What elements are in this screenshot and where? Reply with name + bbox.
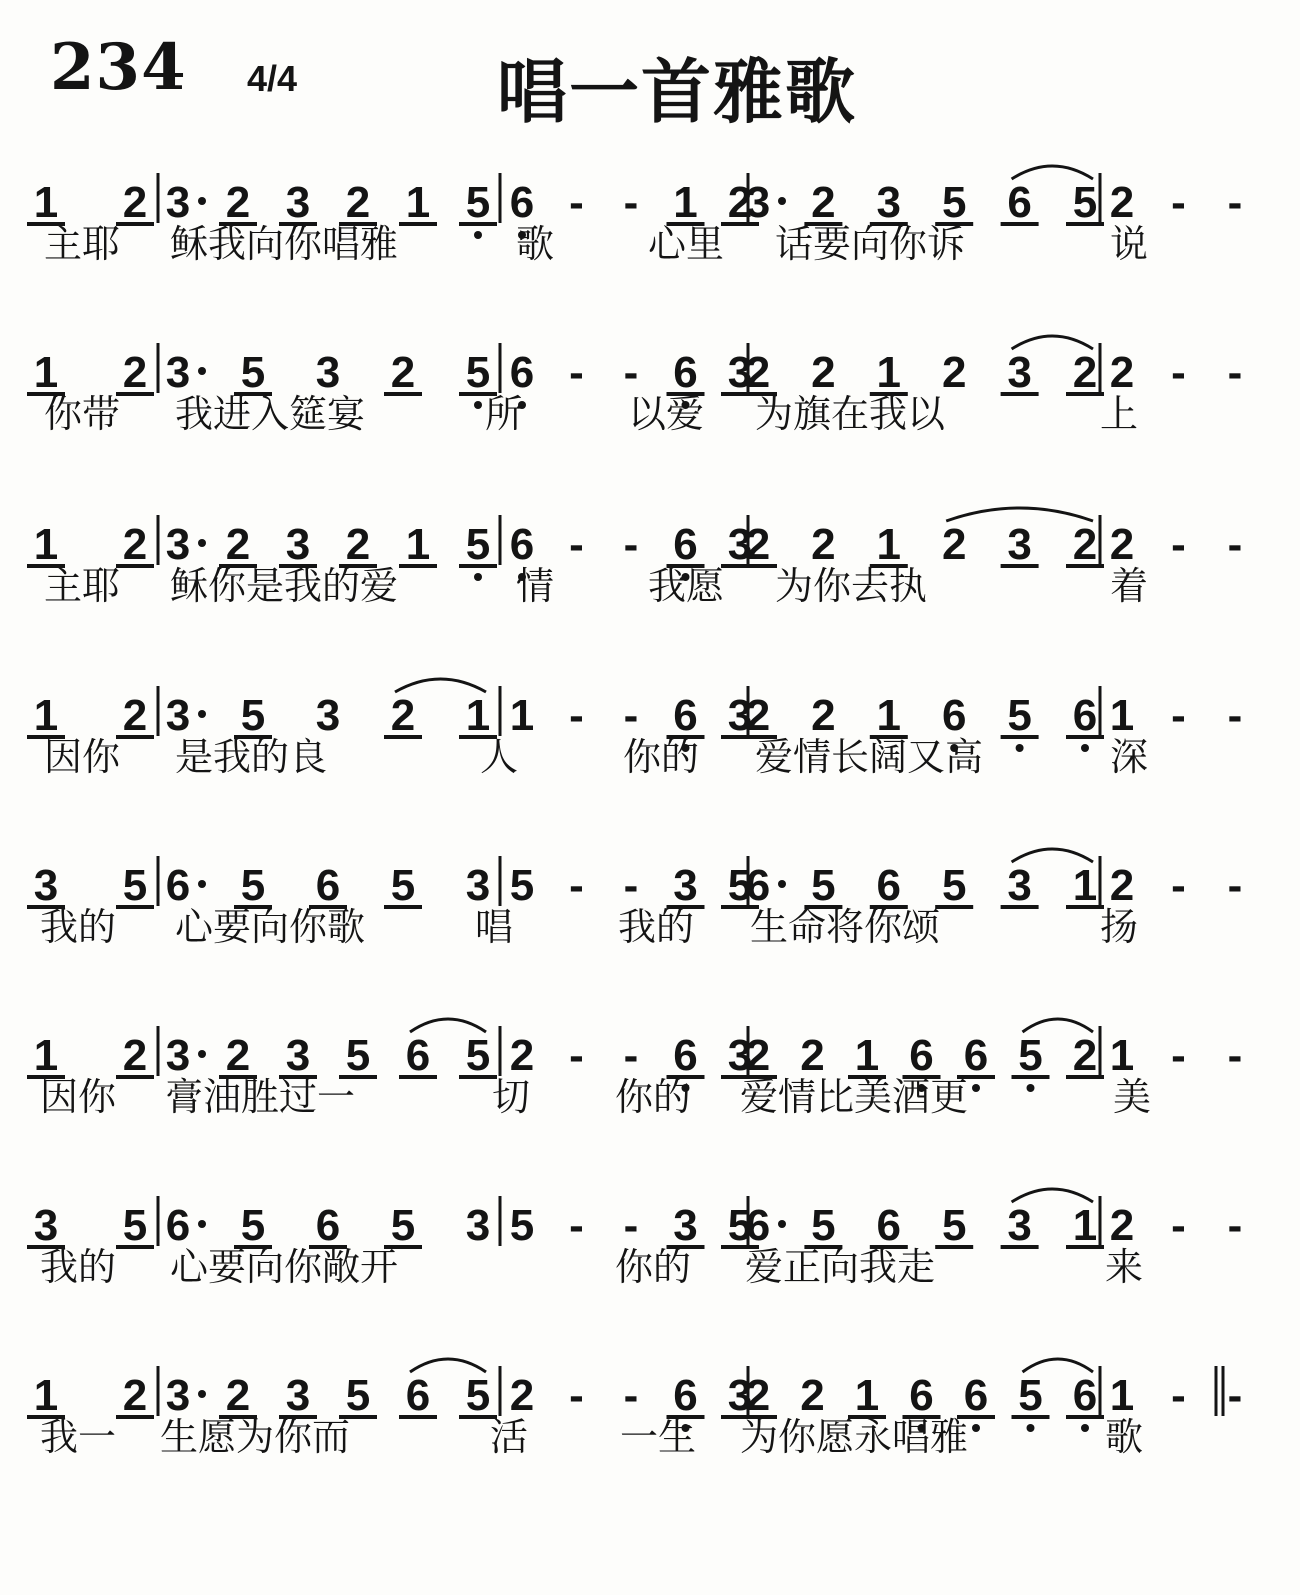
note: 2	[225, 1031, 251, 1080]
sustain-dash: -	[1171, 348, 1186, 397]
lyric-segment: 人	[480, 735, 519, 779]
note: 2	[800, 1031, 825, 1080]
note: 1	[854, 1371, 880, 1420]
note: 3	[285, 178, 311, 227]
sustain-dash: -	[1171, 1201, 1186, 1250]
sustain-dash: -	[569, 691, 584, 740]
note: 6	[963, 1371, 989, 1420]
note: 5	[465, 1371, 491, 1420]
note: 6	[673, 1371, 698, 1420]
note: 1	[465, 691, 491, 740]
note: 1	[33, 1031, 59, 1080]
note: 3	[1007, 861, 1032, 910]
note: 2	[509, 1031, 535, 1080]
note: 2	[1109, 861, 1135, 910]
note: 3	[165, 520, 191, 569]
lyric-segment: 稣你是我的爱	[170, 564, 399, 608]
note: 3	[315, 348, 341, 397]
sustain-dash: -	[1227, 1031, 1243, 1080]
sustain-dash: -	[1171, 861, 1186, 910]
note: 6	[509, 348, 535, 397]
note: 6	[673, 691, 698, 740]
note: 3	[33, 861, 59, 910]
note: 5	[240, 1201, 266, 1250]
augmentation-dot	[198, 1390, 206, 1398]
note: 1	[876, 348, 902, 397]
sustain-dash: -	[1171, 1371, 1186, 1420]
lyric-segment: 心要向你敞开	[170, 1245, 399, 1289]
sustain-dash: -	[623, 861, 639, 910]
note: 2	[941, 520, 967, 569]
lyric-segment: 你的	[623, 735, 700, 779]
hymn-title: 唱一首雅歌	[497, 50, 857, 133]
lyric-segment: 情	[516, 564, 555, 608]
sustain-dash: -	[1171, 691, 1186, 740]
note: 3	[465, 861, 491, 910]
lower-octave-dot	[1016, 744, 1024, 752]
augmentation-dot	[198, 880, 206, 888]
note: 6	[405, 1031, 431, 1080]
score-line-8	[0, 1358, 1300, 1518]
lower-octave-dot	[1081, 1424, 1089, 1432]
lyric-segment: 生愿为你而	[160, 1415, 351, 1459]
lyric-segment: 你带	[44, 392, 121, 436]
augmentation-dot	[198, 1220, 206, 1228]
lower-octave-dot	[474, 401, 482, 409]
note: 2	[122, 178, 148, 227]
note: 6	[673, 348, 698, 397]
note: 6	[876, 1201, 902, 1250]
note: 2	[345, 178, 371, 227]
score-line-2	[0, 335, 1300, 495]
note: 5	[509, 861, 535, 910]
lyric-segment: 唱	[475, 905, 514, 949]
note: 2	[225, 178, 251, 227]
note: 5	[390, 1201, 416, 1250]
note: 5	[240, 691, 266, 740]
note: 3	[727, 348, 753, 397]
note: 1	[876, 520, 902, 569]
note: 6	[509, 520, 535, 569]
score-line-1	[0, 165, 1300, 325]
note: 3	[285, 1371, 311, 1420]
note: 1	[876, 691, 902, 740]
lyric-segment: 切	[492, 1075, 531, 1119]
sustain-dash: -	[1171, 178, 1186, 227]
lyric-segment: 生命将你颂	[750, 905, 941, 949]
sustain-dash: -	[1227, 1371, 1243, 1420]
sustain-dash: -	[623, 1031, 639, 1080]
note: 1	[33, 348, 59, 397]
note: 6	[315, 861, 341, 910]
lyric-segment: 来	[1105, 1245, 1144, 1289]
lyric-segment: 上	[1100, 392, 1139, 436]
note: 3	[1007, 348, 1032, 397]
lyric-segment: 说	[1110, 222, 1149, 266]
augmentation-dot	[778, 880, 786, 888]
note: 6	[165, 1201, 191, 1250]
sustain-dash: -	[1171, 1031, 1186, 1080]
note: 2	[800, 1371, 825, 1420]
hymn-number: 234	[50, 30, 187, 105]
note: 3	[285, 1031, 311, 1080]
lower-octave-dot	[972, 1084, 980, 1092]
note: 2	[122, 1031, 148, 1080]
note: 1	[1109, 1031, 1135, 1080]
note: 3	[745, 178, 771, 227]
note: 3	[673, 1201, 698, 1250]
augmentation-dot	[198, 367, 206, 375]
sustain-dash: -	[1227, 348, 1243, 397]
note: 5	[240, 348, 266, 397]
augmentation-dot	[198, 710, 206, 718]
lyric-segment: 膏油胜过一	[165, 1075, 356, 1119]
note: 2	[1072, 1031, 1098, 1080]
note: 6	[673, 520, 698, 569]
note: 2	[1109, 348, 1135, 397]
lyric-segment: 话要向你诉	[775, 222, 966, 266]
note: 2	[811, 691, 836, 740]
lyric-segment: 我的	[40, 1245, 117, 1289]
note: 5	[1018, 1031, 1043, 1080]
note: 5	[465, 178, 491, 227]
note: 5	[941, 861, 967, 910]
lyric-segment: 美	[1113, 1075, 1152, 1119]
note: 3	[165, 691, 191, 740]
note: 5	[811, 1201, 836, 1250]
note: 3	[673, 861, 698, 910]
sustain-dash: -	[1227, 1201, 1243, 1250]
note: 2	[390, 348, 416, 397]
note: 2	[225, 1371, 251, 1420]
note: 2	[1072, 520, 1098, 569]
note: 2	[745, 348, 771, 397]
note: 1	[1072, 861, 1098, 910]
lower-octave-dot	[474, 573, 482, 581]
sustain-dash: -	[1227, 691, 1243, 740]
sustain-dash: -	[569, 1201, 584, 1250]
lyric-segment: 我愿	[648, 564, 725, 608]
note: 3	[33, 1201, 59, 1250]
note: 2	[745, 691, 771, 740]
lyric-segment: 为你去执	[775, 564, 928, 608]
note: 3	[315, 691, 341, 740]
note: 2	[811, 348, 836, 397]
lyric-segment: 心里	[648, 222, 725, 266]
sustain-dash: -	[569, 520, 584, 569]
sustain-dash: -	[1227, 861, 1243, 910]
note: 2	[509, 1371, 535, 1420]
note: 3	[1007, 520, 1032, 569]
note: 2	[122, 520, 148, 569]
lyric-segment: 是我的良	[175, 735, 328, 779]
note: 2	[1072, 348, 1098, 397]
augmentation-dot	[778, 197, 786, 205]
lyric-segment: 为旗在我以	[755, 392, 946, 436]
lyric-segment: 扬	[1100, 905, 1139, 949]
note: 6	[963, 1031, 989, 1080]
note: 6	[509, 178, 535, 227]
score-line-5	[0, 848, 1300, 1008]
lyric-segment: 歌	[1105, 1415, 1144, 1459]
note: 6	[1072, 1371, 1098, 1420]
note: 1	[854, 1031, 880, 1080]
note: 1	[33, 520, 59, 569]
sustain-dash: -	[1227, 520, 1243, 569]
lyric-segment: 心要向你歌	[175, 905, 366, 949]
lyric-segment: 爱正向我走	[745, 1245, 936, 1289]
sustain-dash: -	[623, 178, 639, 227]
note: 1	[1109, 1371, 1135, 1420]
sustain-dash: -	[569, 348, 584, 397]
sustain-dash: -	[623, 1371, 639, 1420]
lyric-segment: 以爱	[628, 392, 705, 436]
note: 5	[941, 178, 967, 227]
note: 2	[727, 178, 753, 227]
lyric-segment: 所	[485, 392, 524, 436]
lyric-segment: 为你愿永唱雅	[740, 1415, 969, 1459]
note: 6	[1072, 691, 1098, 740]
lyric-segment: 深	[1110, 735, 1149, 779]
lyric-segment: 活	[490, 1415, 529, 1459]
score-line-7	[0, 1188, 1300, 1348]
sustain-dash: -	[569, 178, 584, 227]
note: 5	[509, 1201, 535, 1250]
note: 3	[165, 1031, 191, 1080]
sustain-dash: -	[1227, 178, 1243, 227]
note: 2	[345, 520, 371, 569]
lyric-segment: 我的	[618, 905, 695, 949]
note: 1	[1109, 691, 1135, 740]
lyric-segment: 你的	[615, 1245, 692, 1289]
note: 6	[315, 1201, 341, 1250]
note: 1	[33, 178, 59, 227]
note: 1	[509, 691, 535, 740]
note: 3	[876, 178, 902, 227]
note: 6	[909, 1371, 934, 1420]
time-signature: 4/4	[247, 58, 298, 99]
note: 2	[941, 348, 967, 397]
lyric-segment: 歌	[516, 222, 555, 266]
note: 2	[1109, 1201, 1135, 1250]
note: 5	[345, 1371, 371, 1420]
score-line-3	[0, 507, 1300, 667]
sustain-dash: -	[623, 348, 639, 397]
note: 3	[165, 1371, 191, 1420]
note: 5	[390, 861, 416, 910]
lyric-segment: 我一	[40, 1415, 117, 1459]
note: 3	[1007, 1201, 1032, 1250]
note: 5	[811, 861, 836, 910]
note: 5	[465, 1031, 491, 1080]
note: 5	[122, 861, 148, 910]
sustain-dash: -	[569, 1371, 584, 1420]
note: 1	[405, 178, 431, 227]
note: 3	[727, 520, 753, 569]
note: 6	[909, 1031, 934, 1080]
note: 3	[165, 178, 191, 227]
note: 5	[1072, 178, 1098, 227]
note: 6	[745, 861, 771, 910]
note: 1	[405, 520, 431, 569]
note: 5	[122, 1201, 148, 1250]
lyric-segment: 主耶	[44, 222, 121, 266]
hymn-header	[0, 0, 1300, 140]
note: 2	[122, 348, 148, 397]
lyric-segment: 因你	[40, 1075, 117, 1119]
note: 3	[165, 348, 191, 397]
note: 3	[727, 1371, 753, 1420]
note: 5	[727, 861, 753, 910]
note: 5	[1007, 691, 1032, 740]
augmentation-dot	[198, 539, 206, 547]
lower-octave-dot	[474, 231, 482, 239]
lyric-segment: 爱情长阔又高	[755, 735, 984, 779]
note: 5	[465, 520, 491, 569]
sustain-dash: -	[1171, 520, 1186, 569]
note: 6	[165, 861, 191, 910]
note: 5	[941, 1201, 967, 1250]
augmentation-dot	[778, 1220, 786, 1228]
lyric-segment: 着	[1110, 564, 1149, 608]
note: 6	[941, 691, 967, 740]
lower-octave-dot	[1027, 1424, 1035, 1432]
note: 6	[876, 861, 902, 910]
note: 1	[673, 178, 698, 227]
lyric-segment: 一生	[620, 1415, 697, 1459]
note: 1	[33, 1371, 59, 1420]
note: 2	[811, 520, 836, 569]
lyric-segment: 我进入筵宴	[175, 392, 366, 436]
lyric-segment: 爱情比美酒更	[740, 1075, 969, 1119]
lower-octave-dot	[972, 1424, 980, 1432]
note: 3	[727, 1031, 753, 1080]
note: 2	[745, 1031, 771, 1080]
note: 2	[745, 520, 771, 569]
note: 5	[465, 348, 491, 397]
note: 5	[1018, 1371, 1043, 1420]
note: 2	[122, 691, 148, 740]
sustain-dash: -	[569, 1031, 584, 1080]
note: 2	[225, 520, 251, 569]
note: 6	[405, 1371, 431, 1420]
note: 5	[240, 861, 266, 910]
augmentation-dot	[198, 197, 206, 205]
note: 5	[727, 1201, 753, 1250]
note: 3	[285, 520, 311, 569]
sustain-dash: -	[623, 520, 639, 569]
note: 2	[122, 1371, 148, 1420]
note: 1	[1072, 1201, 1098, 1250]
note: 6	[745, 1201, 771, 1250]
sustain-dash: -	[569, 861, 584, 910]
note: 2	[745, 1371, 771, 1420]
note: 2	[1109, 178, 1135, 227]
note: 2	[811, 178, 836, 227]
note: 2	[1109, 520, 1135, 569]
augmentation-dot	[198, 1050, 206, 1058]
note: 5	[345, 1031, 371, 1080]
lyric-segment: 主耶	[44, 564, 121, 608]
lyric-segment: 你的	[615, 1075, 692, 1119]
lyric-segment: 我的	[40, 905, 117, 949]
score-line-6	[0, 1018, 1300, 1178]
lower-octave-dot	[1027, 1084, 1035, 1092]
sustain-dash: -	[623, 691, 639, 740]
lower-octave-dot	[1081, 744, 1089, 752]
note: 6	[673, 1031, 698, 1080]
sustain-dash: -	[623, 1201, 639, 1250]
note: 3	[727, 691, 753, 740]
note: 6	[1007, 178, 1032, 227]
score-line-4	[0, 678, 1300, 838]
note: 3	[465, 1201, 491, 1250]
note: 2	[390, 691, 416, 740]
lyric-segment: 因你	[44, 735, 121, 779]
note: 1	[33, 691, 59, 740]
lyric-segment: 稣我向你唱雅	[170, 222, 399, 266]
